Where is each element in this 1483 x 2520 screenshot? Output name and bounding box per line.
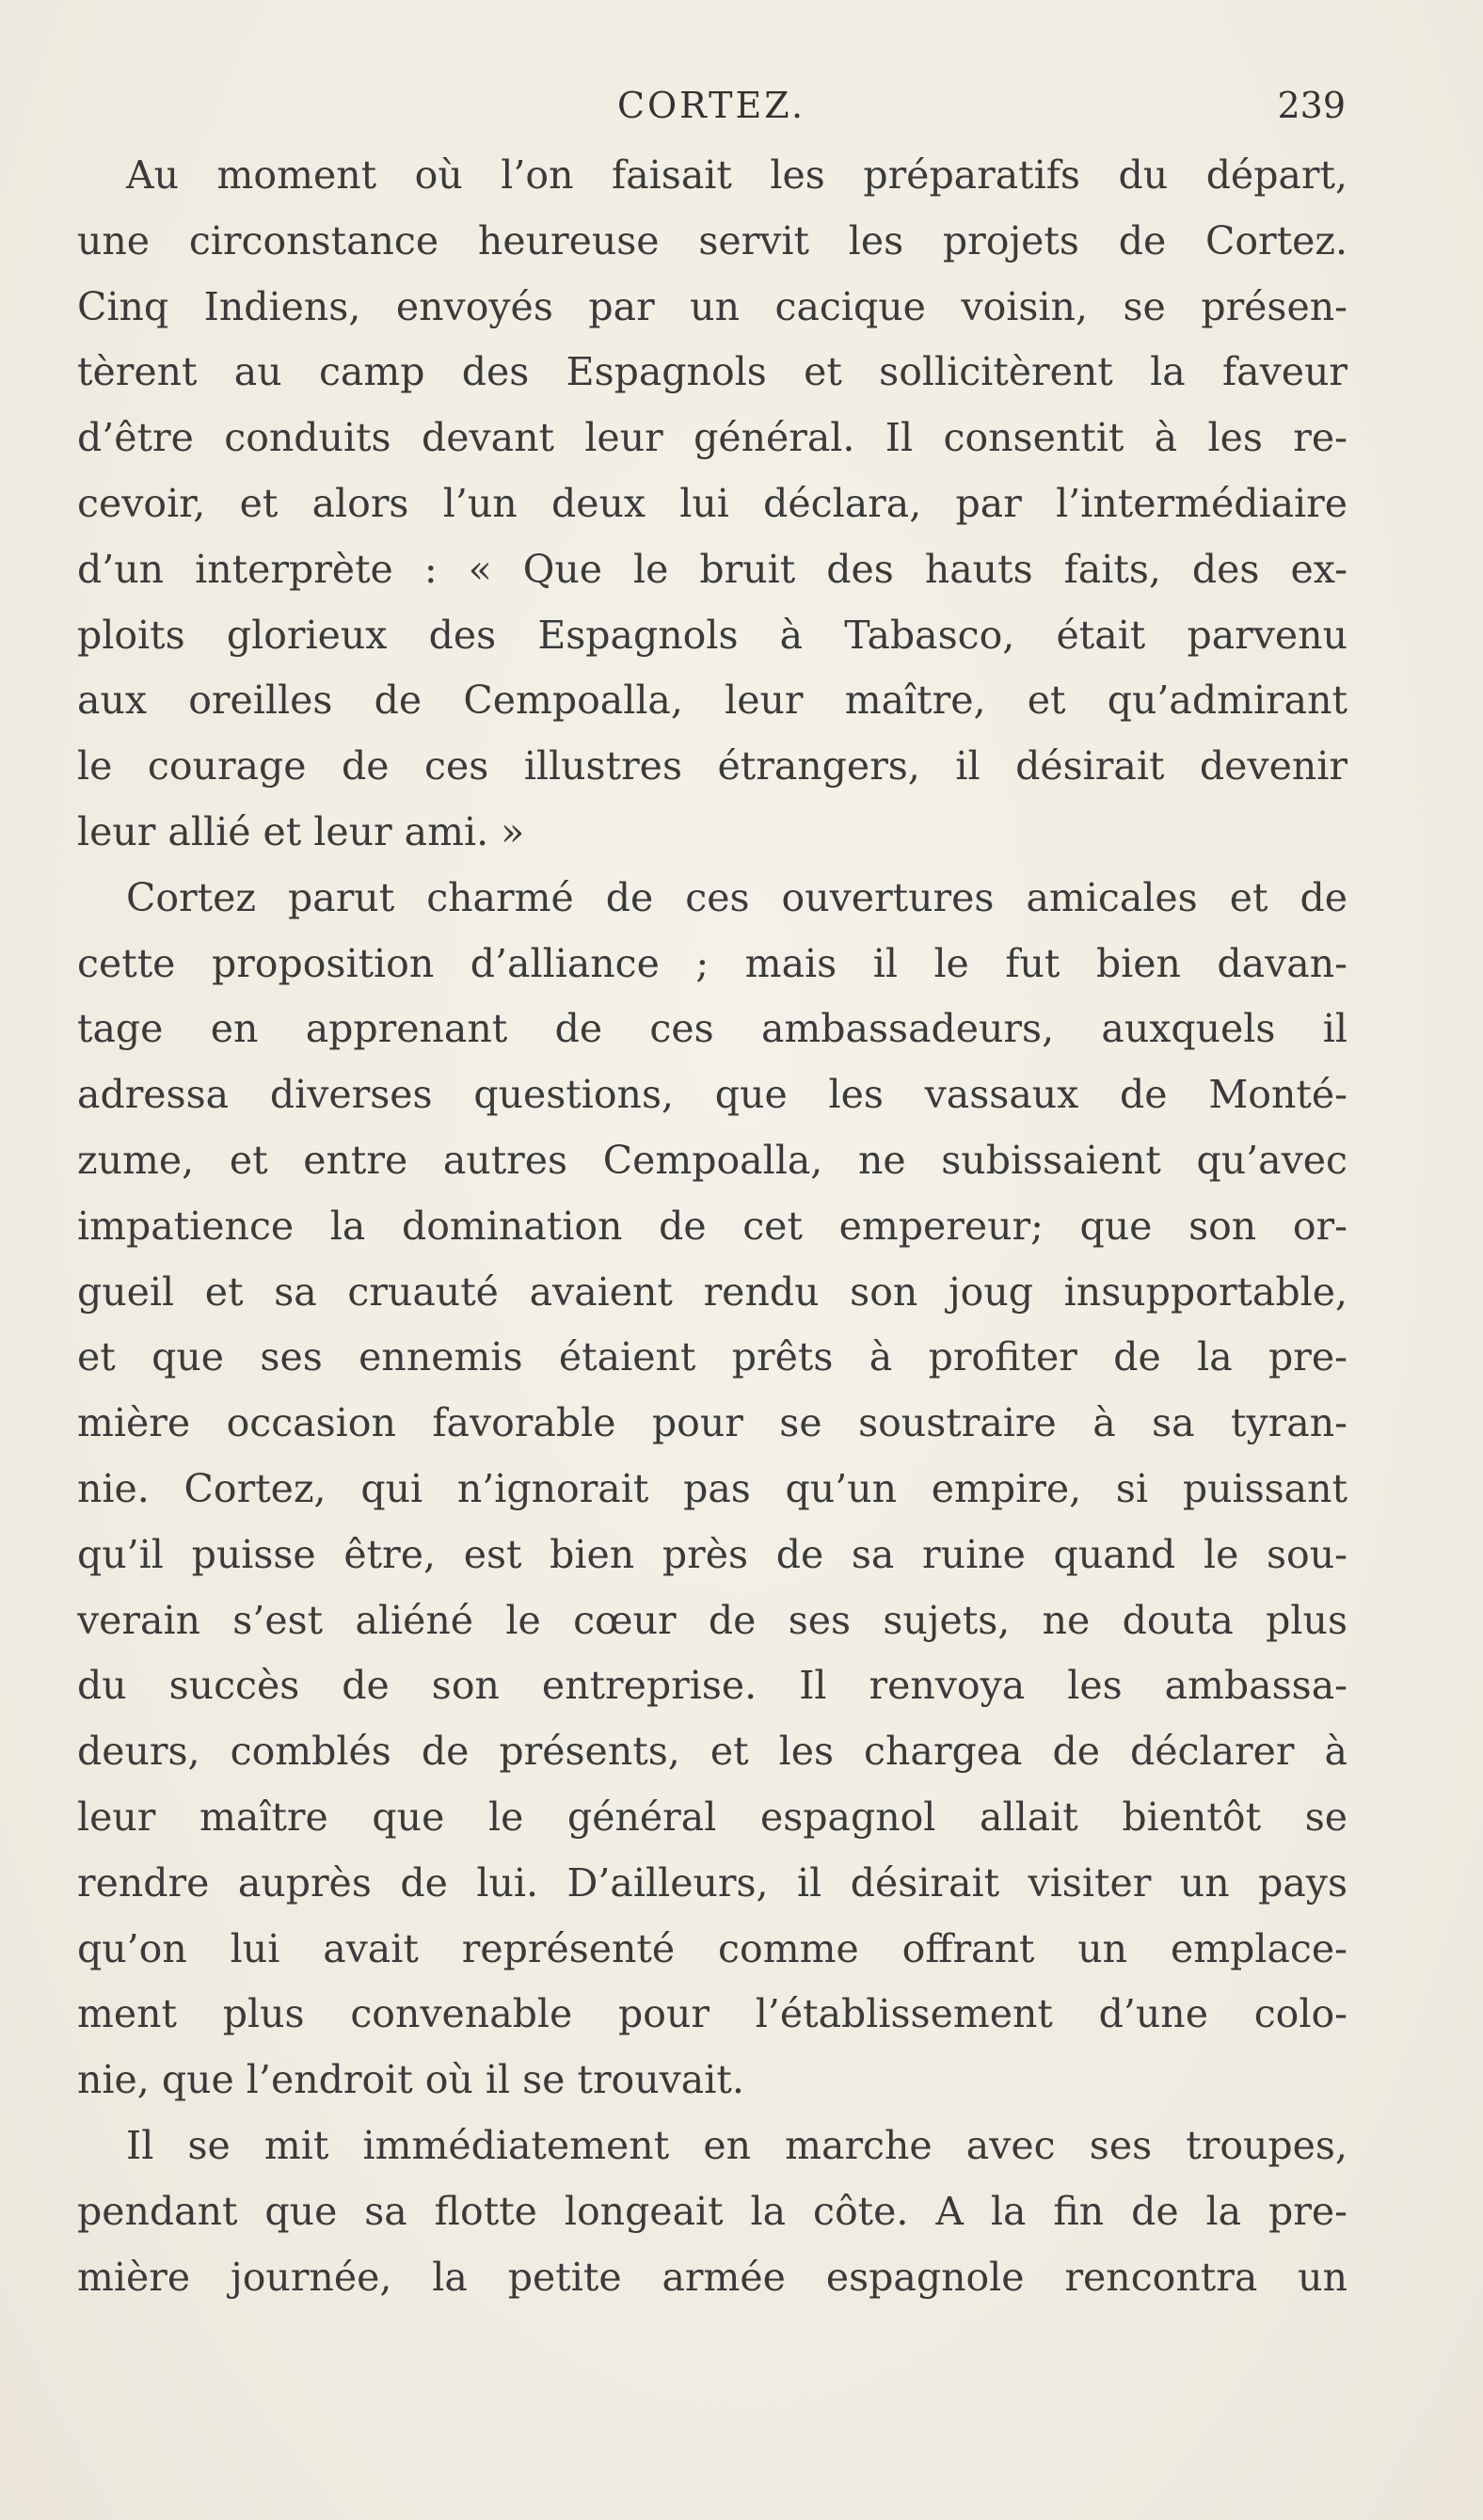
text-line: Au moment où l’on faisait les préparatifs du départ, [126, 152, 1347, 198]
text-line: Cortez parut charmé de ces ouvertures amicales et de [126, 874, 1347, 920]
running-head [77, 83, 1346, 128]
body-text [77, 143, 1347, 2310]
text-line: le courage de ces illustres étrangers, il désirait devenir [77, 743, 1347, 789]
text-line: Il se mit immédiatement en marche avec ses troupes, [126, 2122, 1347, 2168]
text-line: ment plus convenable pour l’établissement d’une colo- [77, 1991, 1347, 2037]
text-line: et que ses ennemis étaient prêts à profiter de la pre- [77, 1334, 1347, 1380]
text-line: mière occasion favorable pour se soustraire à sa tyran- [77, 1400, 1347, 1446]
text-line: cette proposition d’alliance ; mais il le fut bien davan- [77, 940, 1347, 986]
running-title: CORTEZ. [616, 85, 806, 126]
text-line: nie, que l’endroit où il se trouvait. [77, 2057, 744, 2103]
text-line: leur maître que le général espagnol allait bientôt se [77, 1794, 1347, 1840]
text-line: tèrent au camp des Espagnols et sollicitèrent la faveur [77, 349, 1347, 395]
text-line: d’être conduits devant leur général. Il consentit à les re- [77, 415, 1347, 461]
text-line: zume, et entre autres Cempoalla, ne subissaient qu’avec [77, 1137, 1347, 1183]
text-line: cevoir, et alors l’un deux lui déclara, par l’intermédiaire [77, 480, 1347, 526]
text-line: rendre auprès de lui. D’ailleurs, il désirait visiter un pays [77, 1859, 1347, 1906]
text-line: nie. Cortez, qui n’ignorait pas qu’un empire, si puissant [77, 1465, 1347, 1511]
text-line: du succès de son entreprise. Il renvoya les ambassa- [77, 1663, 1347, 1709]
text-line: leur allié et leur ami. » [77, 808, 525, 854]
text-line: deurs, comblés de présents, et les chargea de déclarer à [77, 1729, 1347, 1775]
text-line: qu’on lui avait représenté comme offrant un emplace- [77, 1925, 1347, 1971]
text-line: mière journée, la petite armée espagnole rencontra un [77, 2254, 1347, 2300]
text-line: tage en apprenant de ces ambassadeurs, auxquels il [77, 1006, 1347, 1052]
text-line: ploits glorieux des Espagnols à Tabasco, était parvenu [77, 612, 1347, 658]
text-line: qu’il puisse être, est bien près de sa ruine quand le sou- [77, 1531, 1347, 1577]
text-line: verain s’est aliéné le cœur de ses sujets, ne douta plus [77, 1597, 1347, 1643]
text-line: impatience la domination de cet empereur; que son or- [77, 1203, 1347, 1249]
text-line: aux oreilles de Cempoalla, leur maître, et qu’admirant [77, 678, 1347, 724]
page-number: 239 [1277, 85, 1346, 126]
text-line: Cinq Indiens, envoyés par un cacique voisin, se présen- [77, 283, 1347, 329]
text-line: adressa diverses questions, que les vassaux de Monté- [77, 1072, 1347, 1118]
text-line: gueil et sa cruauté avaient rendu son joug insupportable, [77, 1268, 1347, 1315]
text-line: pendant que sa flotte longeait la côte. A la fin de la pre- [77, 2188, 1347, 2234]
text-line: d’un interprète : « Que le bruit des hauts faits, des ex- [77, 546, 1347, 592]
text-line: une circonstance heureuse servit les projets de Cortez. [77, 217, 1347, 263]
